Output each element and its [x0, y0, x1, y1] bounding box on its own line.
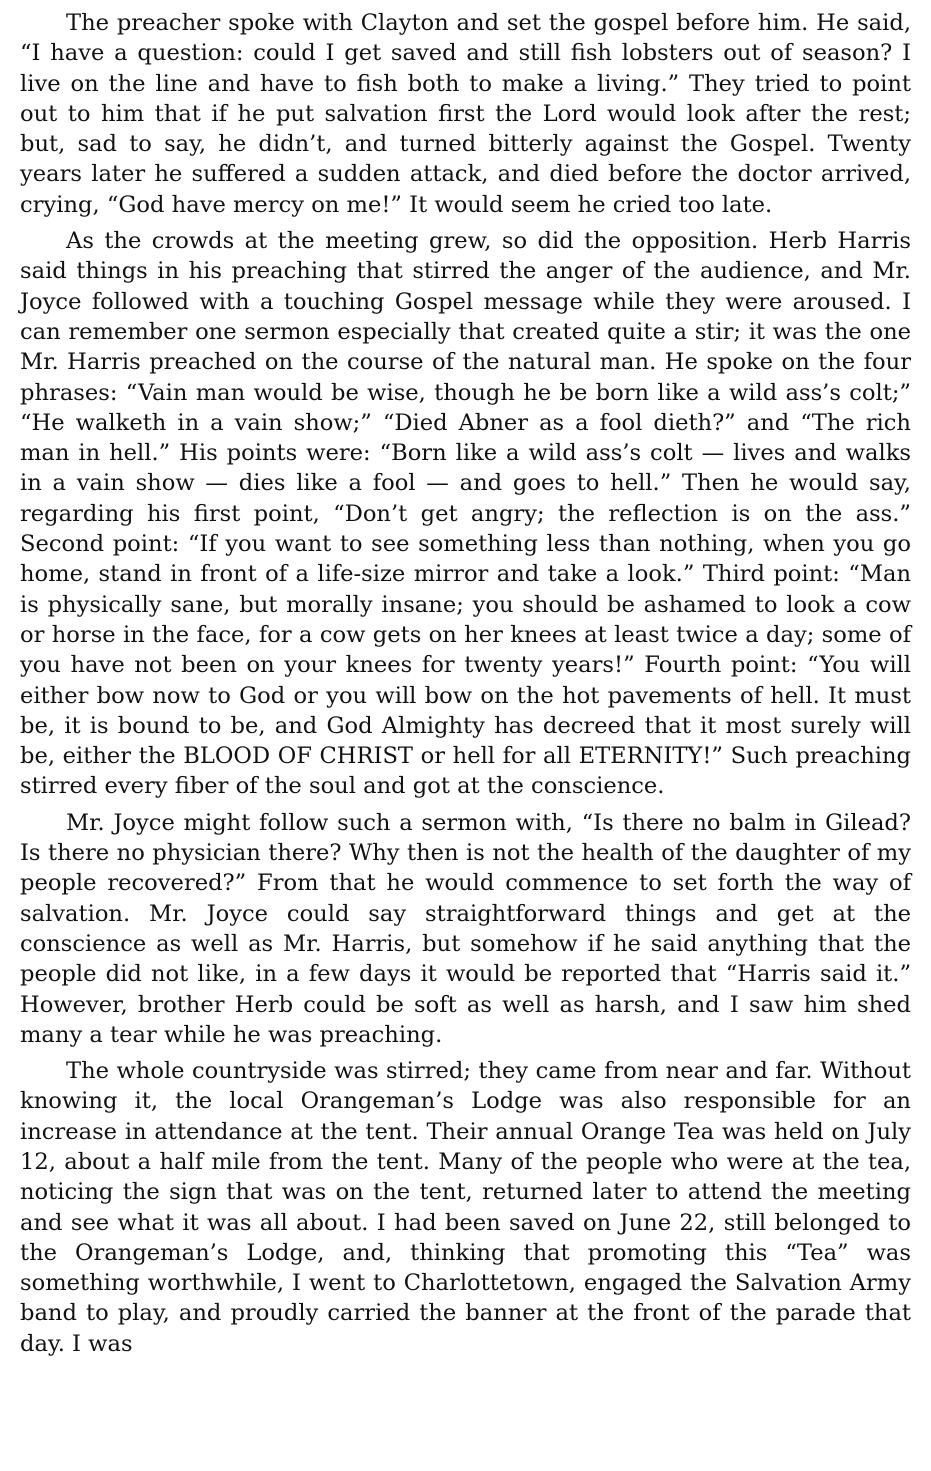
document-page	[20, 8, 911, 1359]
paragraph-joyce-balm-in-gilead: Mr. Joyce might follow such a sermon with, “Is there no balm in Gilead? Is there no physician there? Why then is not the health of the daughter of my people recovered?” From that he would commence to set forth the way of salvation. Mr. Joyce could say straightforward things and get at the conscience as well as Mr. Harris, but somehow if he said anything that the people did not like, in a few days it would be reported that “Harris said it.” However, brother Herb could be soft as well as harsh, and I saw him shed many a tear while he was preaching.	[20, 809, 911, 1048]
paragraph-clayton: The preacher spoke with Clayton and set the gospel before him. He said, “I have a question: could I get saved and still fish lobsters out of season? I live on the line and have to fish both to make a living.” They tried to point out to him that if he put salvation first the Lord would look after the rest; but, sad to say, he didn’t, and turned bitterly against the Gospel. Twenty years later he suffered a sudden attack, and died before the doctor arrived, crying, “God have mercy on me!” It would seem he cried too late.	[20, 10, 911, 218]
paragraph-orange-tea: The whole countryside was stirred; they came from near and far. Without knowing it, the local Orangeman’s Lodge was also responsible for an increase in attendance at the tent. Their annual Orange Tea was held on July 12, about a half mile from the tent. Many of the people who were at the tea, noticing the sign that was on the tent, returned later to attend the meeting and see what it was all about. I had been saved on June 22, still belonged to the Orangeman’s Lodge, and, thinking that promoting this “Tea” was something worthwhile, I went to Charlottetown, engaged the Salvation Army band to play, and proudly carried the banner at the front of the parade that day. I was	[20, 1058, 911, 1357]
paragraph-opposition-sermon: As the crowds at the meeting grew, so did the opposition. Herb Harris said things in his preaching that stirred the anger of the audience, and Mr. Joyce followed with a touching Gospel message while they were aroused. I can remember one sermon especially that created quite a stir; it was the one Mr. Harris preached on the course of the natural man. He spoke on the four phrases: “Vain man would be wise, though he be born like a wild ass’s colt;” “He walketh in a vain show;” “Died Abner as a fool dieth?” and “The rich man in hell.” His points were: “Born like a wild ass’s colt — lives and walks in a vain show — dies like a fool — and goes to hell.” Then he would say, regarding his first point, “Don’t get angry; the reflection is on the ass.” Second point: “If you want to see something less than nothing, when you go home, stand in front of a life-size mirror and take a look.” Third point: “Man is physically sane, but morally insane; you should be ashamed to look a cow or horse in the face, for a cow gets on her knees at least twice a day; some of you have not been on your knees for twenty years!” Fourth point: “You will either bow now to God or you will bow on the hot pavements of hell. It must be, it is bound to be, and God Almighty has decreed that it most surely will be, either the BLOOD OF CHRIST or hell for all ETERNITY!” Such preaching stirred every fiber of the soul and got at the conscience.	[20, 228, 911, 800]
